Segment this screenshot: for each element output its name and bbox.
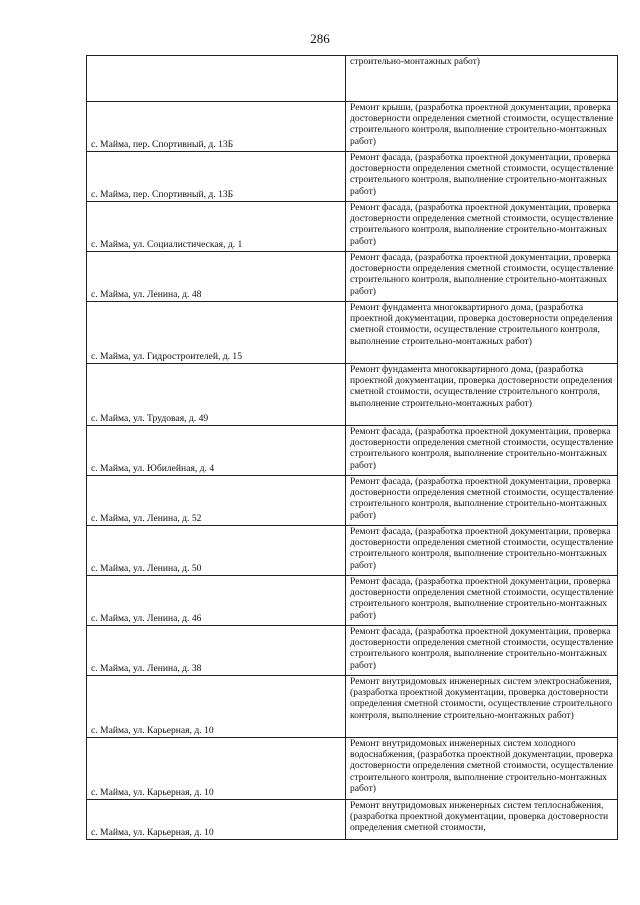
table-row (87, 152, 618, 202)
address-cell: с. Майма, пер. Спортивный, д. 13Б (87, 152, 346, 202)
address-cell: с. Майма, ул. Юбилейная, д. 4 (87, 426, 346, 476)
table-row (87, 738, 618, 800)
work-description-cell: Ремонт внутридомовых инженерных систем холодного водоснабжения, (разработка проектной документации, проверка достоверности определения сметной стоимости, осуществление строительного контроля, выполнение строительно-монтажных работ) (346, 738, 618, 800)
work-description-cell: Ремонт фасада, (разработка проектной документации, проверка достоверности определения сметной стоимости, осуществление строительного контроля, выполнение строительно-монтажных работ) (346, 576, 618, 626)
table-row (87, 364, 618, 426)
address-cell: с. Майма, ул. Карьерная, д. 10 (87, 676, 346, 738)
work-description-cell: Ремонт фасада, (разработка проектной документации, проверка достоверности определения сметной стоимости, осуществление строительного контроля, выполнение строительно-монтажных работ) (346, 202, 618, 252)
address-cell: с. Майма, ул. Карьерная, д. 10 (87, 738, 346, 800)
work-description-cell: строительно-монтажных работ) (346, 56, 618, 102)
table-row (87, 576, 618, 626)
address-cell: с. Майма, ул. Карьерная, д. 10 (87, 800, 346, 840)
table-row (87, 476, 618, 526)
table-row (87, 102, 618, 152)
address-cell: с. Майма, ул. Ленина, д. 48 (87, 252, 346, 302)
address-cell: с. Майма, пер. Спортивный, д. 13Б (87, 102, 346, 152)
works-table-body (87, 56, 618, 840)
address-cell: с. Майма, ул. Социалистическая, д. 1 (87, 202, 346, 252)
table-row (87, 526, 618, 576)
work-description-cell: Ремонт фасада, (разработка проектной документации, проверка достоверности определения сметной стоимости, осуществление строительного контроля, выполнение строительно-монтажных работ) (346, 252, 618, 302)
work-description-cell: Ремонт крыши, (разработка проектной документации, проверка достоверности определения сметной стоимости, осуществление строительного контроля, выполнение строительно-монтажных работ) (346, 102, 618, 152)
table-row (87, 426, 618, 476)
works-table (86, 55, 618, 840)
work-description-cell: Ремонт фасада, (разработка проектной документации, проверка достоверности определения сметной стоимости, осуществление строительного контроля, выполнение строительно-монтажных работ) (346, 476, 618, 526)
work-description-cell: Ремонт фасада, (разработка проектной документации, проверка достоверности определения сметной стоимости, осуществление строительного контроля, выполнение строительно-монтажных работ) (346, 426, 618, 476)
table-row (87, 56, 618, 102)
address-cell: с. Майма, ул. Ленина, д. 52 (87, 476, 346, 526)
work-description-cell: Ремонт фасада, (разработка проектной документации, проверка достоверности определения сметной стоимости, осуществление строительного контроля, выполнение строительно-монтажных работ) (346, 152, 618, 202)
work-description-cell: Ремонт внутридомовых инженерных систем теплоснабжения, (разработка проектной документации, проверка достоверности определения сметной стоимости, (346, 800, 618, 840)
address-cell (87, 56, 346, 102)
address-cell: с. Майма, ул. Гидростроителей, д. 15 (87, 302, 346, 364)
work-description-cell: Ремонт фундамента многоквартирного дома, (разработка проектной документации, проверка достоверности определения сметной стоимости, осуществление строительного контроля, выполнение строительно-монтажных работ) (346, 302, 618, 364)
address-cell: с. Майма, ул. Ленина, д. 38 (87, 626, 346, 676)
table-row (87, 626, 618, 676)
page-number: 286 (310, 31, 330, 46)
work-description-cell: Ремонт фундамента многоквартирного дома, (разработка проектной документации, проверка достоверности определения сметной стоимости, осуществление строительного контроля, выполнение строительно-монтажных работ) (346, 364, 618, 426)
address-cell: с. Майма, ул. Ленина, д. 50 (87, 526, 346, 576)
table-row (87, 676, 618, 738)
work-description-cell: Ремонт фасада, (разработка проектной документации, проверка достоверности определения сметной стоимости, осуществление строительного контроля, выполнение строительно-монтажных работ) (346, 626, 618, 676)
table-row (87, 800, 618, 840)
address-cell: с. Майма, ул. Ленина, д. 46 (87, 576, 346, 626)
address-cell: с. Майма, ул. Трудовая, д. 49 (87, 364, 346, 426)
table-row (87, 252, 618, 302)
work-description-cell: Ремонт фасада, (разработка проектной документации, проверка достоверности определения сметной стоимости, осуществление строительного контроля, выполнение строительно-монтажных работ) (346, 526, 618, 576)
table-row (87, 202, 618, 252)
table-row (87, 302, 618, 364)
work-description-cell: Ремонт внутридомовых инженерных систем электроснабжения, (разработка проектной документации, проверка достоверности определения сметной стоимости, осуществление строительного контроля, выполнение строительно-монтажных работ) (346, 676, 618, 738)
